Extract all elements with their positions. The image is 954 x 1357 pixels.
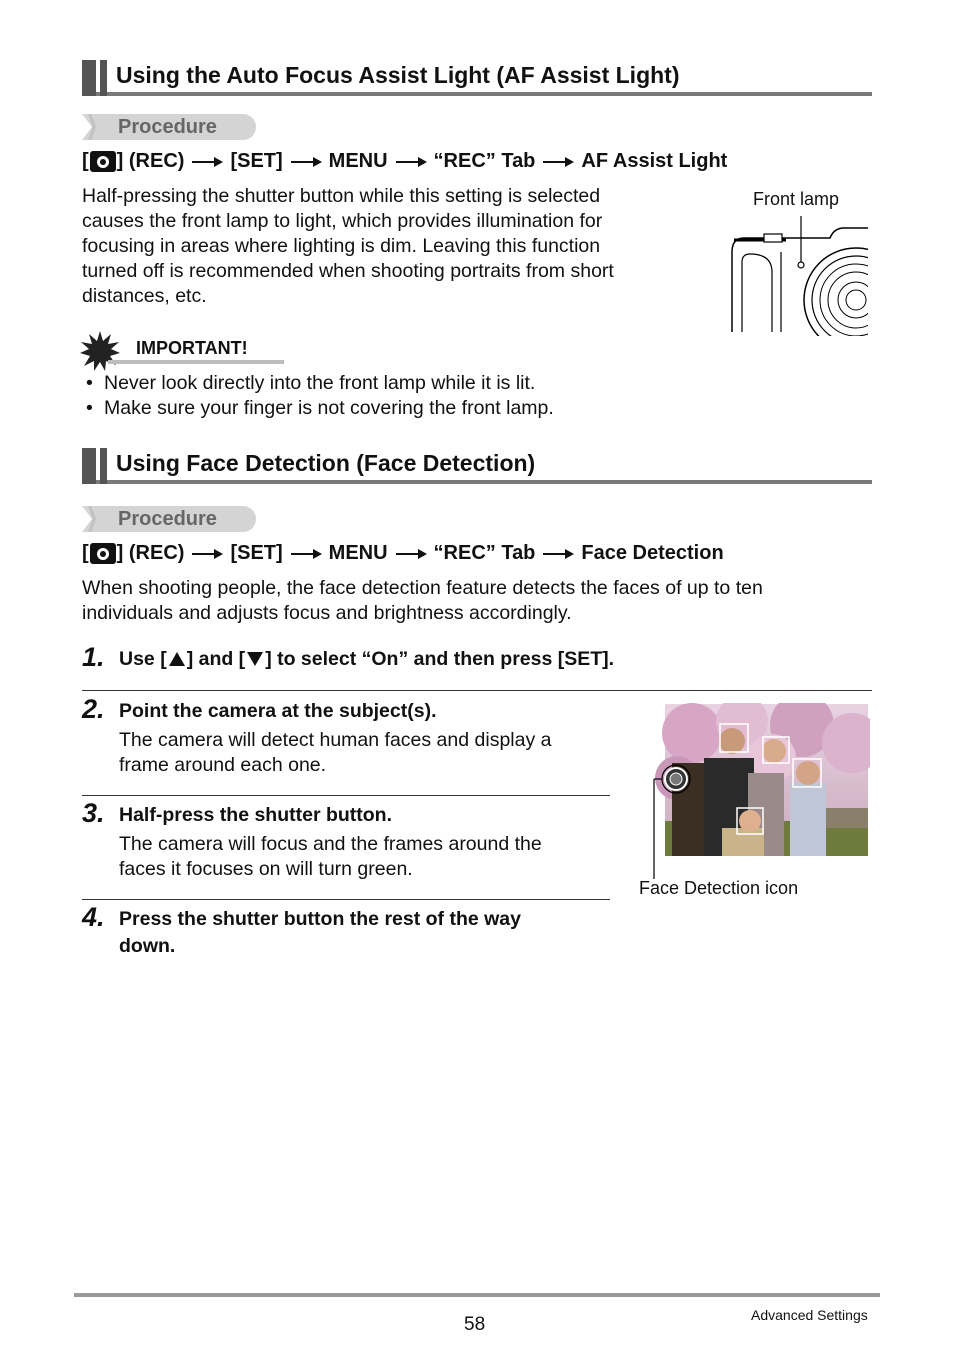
list-item: • Never look directly into the front lamp while it is lit. (86, 372, 536, 394)
step-description: The camera will detect human faces and display a frame around each one. (119, 729, 552, 776)
divider (82, 899, 610, 900)
camera-front-illustration (726, 212, 871, 336)
camera-icon (90, 151, 116, 172)
arrow-right-icon (289, 152, 323, 172)
camera-icon (90, 543, 116, 564)
heading-marker (100, 60, 107, 96)
step-title: Half-press the shutter button. (119, 804, 393, 826)
arrow-right-icon (394, 152, 428, 172)
important-underline (108, 360, 284, 364)
list-item: • Make sure your finger is not covering the front lamp. (86, 397, 554, 419)
face-detection-icon-label: Face Detection icon (639, 878, 799, 898)
footer-rule (74, 1293, 880, 1297)
triangle-down-icon (247, 652, 263, 666)
arrow-right-icon (289, 544, 323, 564)
arrow-right-icon (541, 152, 575, 172)
section-title: Using Face Detection (Face Detection) (116, 450, 536, 476)
menu-path: [ ] (REC) [SET] MENU “REC” Tab AF Assist Light (82, 150, 728, 172)
important-burst-icon (80, 331, 120, 371)
section-heading-af-assist (82, 60, 872, 96)
step-number: 2. (82, 694, 105, 724)
face-description: When shooting people, the face detection feature detects the faces of up to ten individuals and adjusts focus and brightness accordingly. (82, 577, 763, 624)
step-number: 4. (82, 902, 105, 932)
step-number: 3. (82, 798, 105, 828)
step-title: Point the camera at the subject(s). (119, 700, 437, 722)
arrow-right-icon (541, 544, 575, 564)
step-title: Use [ ] and [ ] to select “On” and then press [SET]. (119, 648, 615, 670)
face-detection-photo (652, 703, 870, 879)
divider (82, 795, 610, 796)
arrow-right-icon (190, 544, 224, 564)
step-title: Press the shutter button the rest of the way down. (119, 908, 521, 957)
af-description: Half-pressing the shutter button while this setting is selected causes the front lamp to light, which provides illumination for focusing in areas where lighting is dim. Leaving this function turned off is recommended when shooting portraits from short distances, etc. (82, 185, 614, 307)
triangle-up-icon (169, 652, 185, 666)
divider (82, 690, 872, 691)
page-number: 58 (464, 1314, 486, 1335)
menu-path: [ ] (REC) [SET] MENU “REC” Tab Face Detection (82, 542, 724, 564)
heading-marker (82, 60, 96, 96)
footer-section-name: Advanced Settings (751, 1307, 868, 1323)
step-number: 1. (82, 642, 105, 672)
section-heading-face-detection (82, 448, 872, 484)
important-label: IMPORTANT! (136, 338, 248, 358)
heading-marker (82, 448, 96, 484)
step-description: The camera will focus and the frames around the faces it focuses on will turn green. (119, 833, 542, 880)
heading-marker (100, 448, 107, 484)
section-title: Using the Auto Focus Assist Light (AF Assist Light) (116, 62, 680, 88)
front-lamp-label: Front lamp (753, 189, 840, 209)
arrow-right-icon (190, 152, 224, 172)
procedure-label: Procedure (82, 506, 256, 532)
procedure-label: Procedure (82, 114, 256, 140)
arrow-right-icon (394, 544, 428, 564)
